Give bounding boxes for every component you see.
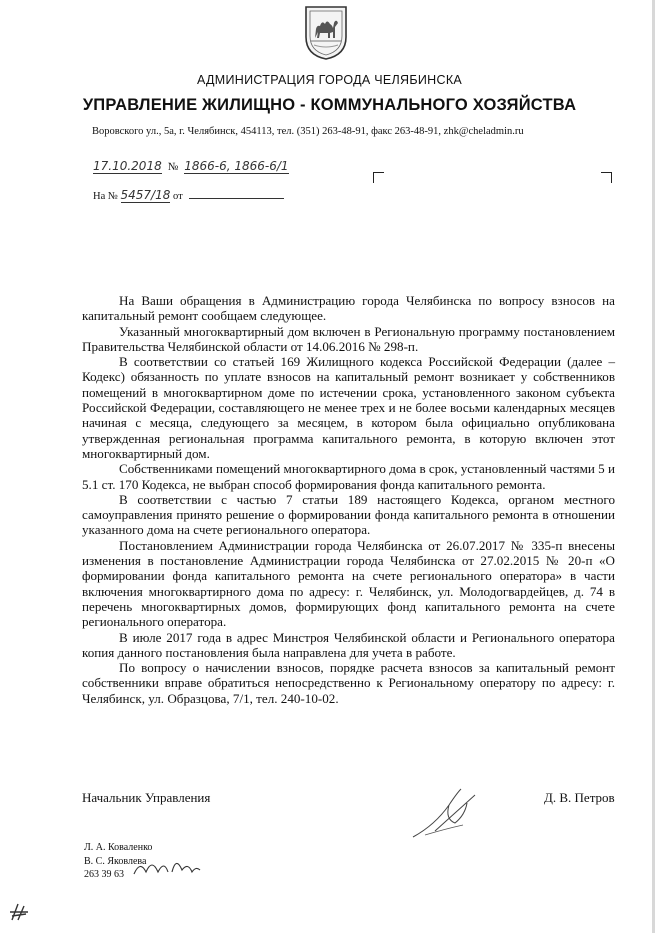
addressee-corner-right <box>601 172 612 183</box>
paragraph: В соответствии со статьей 169 Жилищного кодекса Российской Федерации (далее – Кодекс) обязанность по уплате взносов на капитальный ремонт возникает у собственников помещений в многоквартирном доме по истечении срока, установленного законом субъекта Российской Федерации, составляющего не менее трех и не более восьми календарных месяцев начиная с месяца, следующего за месяцем, в котором была официально опубликована утвержденная региональная программа капитального ремонта, в которую включен этот многоквартирный дом. <box>82 354 615 461</box>
letter-body <box>82 293 615 706</box>
paragraph: В июле 2017 года в адрес Минстроя Челябинской области и Регионального оператора копия данного постановления была направлена для учета в работе. <box>82 629 615 660</box>
from-date-blank <box>189 198 284 199</box>
outgoing-date: 17.10.2018 <box>93 159 162 173</box>
department-name: УПРАВЛЕНИЕ ЖИЛИЩНО - КОММУНАЛЬНОГО ХОЗЯЙСТВА <box>82 96 577 114</box>
executor-phone: 263 39 63 <box>84 869 124 880</box>
number-sign: № <box>167 161 179 173</box>
paragraph: По вопросу о начислении взносов, порядке расчета взносов за капитальный ремонт собственники вправе обратиться непосредственно к Региональному оператору по адресу: г. Челябинск, ул. Образцова, 7/1, тел. 240-10-02. <box>82 660 615 706</box>
on-number-value: 5457/18 <box>120 188 171 202</box>
signature-icon <box>405 785 495 845</box>
addressee-corner-left <box>373 172 384 183</box>
incoming-reference <box>93 188 284 203</box>
executor-name: Л. А. Коваленко <box>84 842 153 853</box>
paragraph: На Ваши обращения в Администрацию города Челябинска по вопросу взносов на капитальный ремонт сообщаем следующее. <box>82 293 615 324</box>
from-label: от <box>173 191 183 202</box>
executor-name: В. С. Яковлева <box>84 855 147 867</box>
paragraph: Постановлением Администрации города Челябинска от 26.07.2017 № 335-п внесены изменения в постановление Администрации города Челябинска от 27.02.2015 № 20-п «О формировании фонда капитального ремонта на счете регионального оператора» в части включения многоквартирного дома по адресу: г. Челябинск, ул. Молодогвардейцев, д. 74 в перечень многоквартирных домов, формирующих фонд капитального ремонта на счете регионального оператора. <box>82 537 615 630</box>
scan-edge <box>652 0 655 933</box>
on-number-label: На № <box>93 191 118 202</box>
signatory-name: Д. В. Петров <box>544 790 615 805</box>
signatory-title: Начальник Управления <box>82 790 211 805</box>
paragraph: В соответствии с частью 7 статьи 189 настоящего Кодекса, органом местного самоуправления принято решение о формировании фонда капитального ремонта в отношении указанного дома на счете регионального оператора. <box>82 491 615 538</box>
paragraph: Указанный многоквартирный дом включен в Региональную программу постановлением Правительства Челябинской области от 14.06.2016 № 298-п. <box>82 323 615 354</box>
page-mark-icon <box>8 900 32 924</box>
administration-name: АДМИНИСТРАЦИЯ ГОРОДА ЧЕЛЯБИНСКА <box>196 73 463 87</box>
coat-of-arms-icon <box>304 5 348 61</box>
paragraph: Собственниками помещений многоквартирного дома в срок, установленный частями 5 и 5.1 ст. 170 Кодекса, не выбран способ формирования фонда капитального ремонта. <box>82 461 615 492</box>
outgoing-number: 1866-6, 1866-6/1 <box>184 159 289 173</box>
outgoing-reference <box>93 159 289 174</box>
department-address: Воровского ул., 5а, г. Челябинск, 454113, тел. (351) 263-48-91, факс 263-48-91, zhk@cheladmin.ru <box>92 126 524 137</box>
initials-mark-icon <box>130 850 205 880</box>
